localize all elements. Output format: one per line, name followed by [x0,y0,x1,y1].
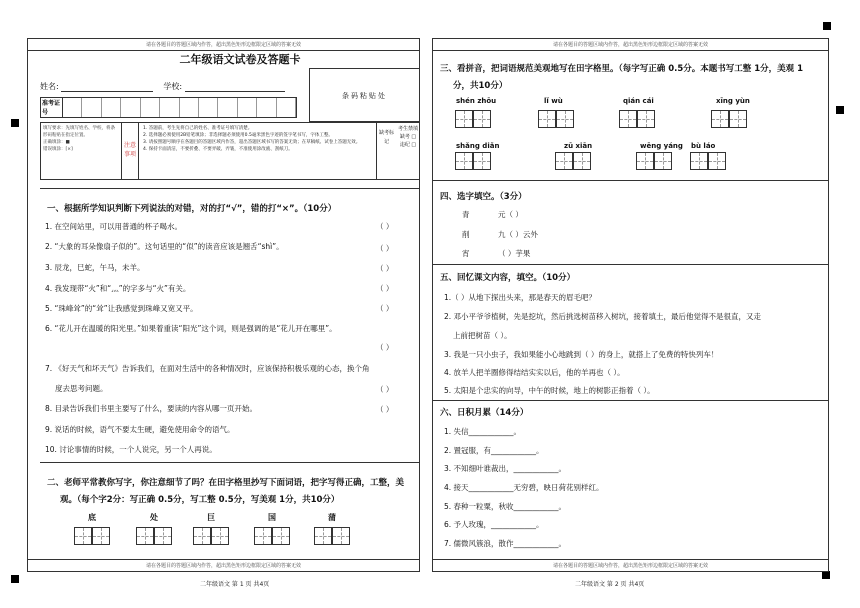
tianzi-grid[interactable] [154,527,172,545]
tianzi-grid[interactable] [455,110,473,128]
fill-char: 青 [462,210,470,219]
model-char: 处 [150,513,158,522]
tianzi-grid[interactable] [690,152,708,170]
registration-mark [823,22,831,30]
section-3-heading-line2: 分，共10分） [453,81,508,91]
divider [432,264,829,265]
id-cell[interactable] [180,98,199,117]
recite-item: 2. 置冠服，有____________。 [444,446,544,455]
pinyin-label: xīng yùn [716,97,750,105]
answer-paren[interactable]: （ ） [376,343,394,352]
tianzi-grid[interactable] [654,152,672,170]
absent-label: 缺考标记 [376,123,396,179]
notice-list: 1. 答题前，考生先将自己的姓名、准考证号填写清楚。 2. 选择题必须使用2B铅笔填涂；非选择题必须使用0.5毫米黑色字迹的签字笔书写，字体工整。 3. 请按照题号顺序在各题目的答题区域内作答，超出答题区域书写的答案无效；在草稿纸、试卷上答题无效。 4. 保持卡面清洁，不要折叠、不要弄破、弄皱，不准使用涂改液、刮纸刀。 [143,126,361,152]
tianzi-grid[interactable] [538,110,556,128]
tianzi-grid[interactable] [314,527,332,545]
tianzi-grid[interactable] [455,152,473,170]
exam-id-box [40,97,297,118]
tianzi-grid[interactable] [573,152,591,170]
fill-blank[interactable]: （ ）芋果 [498,249,531,258]
model-char: 蒲 [328,513,336,522]
answer-paren[interactable]: （ ） [376,284,394,293]
name-field[interactable] [61,83,153,92]
recite-item: 7. 儒微风簇浪，散作____________。 [444,539,567,548]
question-item: 7. 《好天气和坏天气》告诉我们，在面对生活中的各种情况时，应该保持积极乐观的心态，换个角 [45,364,370,373]
fill-char: 削 [462,230,470,239]
question-item: 1. 在空间站里，可以用普通的杯子喝水。 [45,222,183,231]
name-label: 姓名: [40,82,59,91]
tianzi-grid[interactable] [619,110,637,128]
tianzi-grid[interactable] [136,527,154,545]
tianzi-grid[interactable] [708,152,726,170]
model-char: 巨 [207,513,215,522]
fill-blank[interactable]: 元（ ） [498,210,523,219]
question-item: 6. “花儿开在温暖的阳光里。”如果着重读“阳光”这个词，则是强调的是“花儿开在哪里”。 [45,324,337,333]
question-item: 9. 说话的时候，语气不要太生硬，避免使用命令的语气。 [45,425,235,434]
footer-banner: 请在各题目的答题区域内作答，超出黑色矩形边框限定区域的答案无效 [28,559,419,571]
divider [40,462,420,463]
id-cell[interactable] [199,98,218,117]
pinyin-label: qián cái [623,97,654,105]
tianzi-grid[interactable] [74,527,92,545]
school-label: 学校: [163,82,183,91]
question-item: 3. 我是一只小虫子，我如果能小心地跳到（ ）的身上，就搭上了免费的特快列车！ [444,350,719,359]
pinyin-label: shén zhōu [456,97,497,105]
question-item-cont: 度去思考问题。 [55,384,108,393]
absent-marks[interactable]: 考生禁填 缺考 □ 违纪 □ [397,126,418,148]
id-cell[interactable] [238,98,257,117]
exam-id-label: 准考证号 [41,98,63,117]
page-number: 二年级语文 第 2 页 共4页 [575,581,645,588]
answer-paren[interactable]: （ ） [376,222,394,231]
question-item: 8. 目录告诉我们书里主要写了什么，要读的内容从哪一页开始。 [45,404,258,413]
divider [432,400,829,401]
header-banner: 请在各题目的答题区域内作答，超出黑色矩形边框限定区域的答案无效 [28,39,419,51]
pinyin-label: zū xiān [564,142,593,150]
recite-item: 4. 接天____________无穷碧，映日荷花别样红。 [444,483,604,492]
notice-title: 注意事项 [121,123,139,179]
id-cell[interactable] [257,98,276,117]
instructions-box [40,122,420,180]
tianzi-grid[interactable] [272,527,290,545]
tianzi-grid[interactable] [556,110,574,128]
id-cell[interactable] [160,98,179,117]
question-item: 4. 我发现带“火”和“灬”的字多与“火”有关。 [45,284,191,293]
student-info-row [40,81,285,92]
tianzi-grid[interactable] [254,527,272,545]
tianzi-grid[interactable] [637,110,655,128]
question-item: 2. “大象的耳朵像扇子似的”。这句话里的“似”的读音应该是翘舌“shì”。 [45,242,284,251]
id-cell[interactable] [218,98,237,117]
tianzi-grid[interactable] [473,110,491,128]
registration-mark [11,575,19,583]
barcode-sticker-area: 条码粘贴处 [309,68,420,122]
fill-blank[interactable]: 九（ ）云外 [498,230,538,239]
registration-mark [11,119,19,127]
pinyin-label: wēng yáng [640,142,683,150]
section-5-heading: 五、回忆课文内容，填空。（10分） [440,273,576,283]
question-item: 10. 讨论事情的时候，一个人说完，另一个人再说。 [45,445,217,454]
tianzi-grid[interactable] [636,152,654,170]
section-2-heading-line2: 观。（每个字2分：写正确 0.5分，写工整 0.5分，写美观 1分，共10分） [60,495,340,505]
tianzi-grid[interactable] [211,527,229,545]
fill-char: 宵 [462,249,470,258]
model-char: 国 [268,513,276,522]
pinyin-label: lǐ wù [544,97,563,105]
footer-banner: 请在各题目的答题区域内作答，超出黑色矩形边框限定区域的答案无效 [433,559,828,571]
tianzi-grid[interactable] [473,152,491,170]
answer-paren[interactable]: （ ） [376,264,394,273]
id-cell[interactable] [82,98,101,117]
answer-paren[interactable]: （ ） [376,304,394,313]
section-3-heading-line1: 三、看拼音，把词语规范美观地写在田字格里。（每字写正确 0.5分。本题书写工整 1分，美观 1 [440,64,804,74]
answer-paren[interactable]: （ ） [376,244,394,253]
fill-notes: 填写要求：先填写姓名、学校，将条形码粘贴在指定位置。 正确填涂：■ 错误填涂：[×] [43,126,115,152]
recite-item: 1. 失信____________。 [444,427,522,436]
question-item: 5. “珠峰耸”的“耸”让我感觉到珠峰又宽又平。 [45,304,198,313]
pinyin-label: shǎng diǎn [456,142,500,150]
registration-mark [836,106,844,114]
tianzi-grid[interactable] [555,152,573,170]
tianzi-grid[interactable] [711,110,729,128]
section-6-heading: 六、日积月累（14分） [440,408,529,418]
school-field[interactable] [185,83,285,92]
tianzi-grid[interactable] [332,527,350,545]
tianzi-grid[interactable] [193,527,211,545]
question-item: 2. 邓小平爷爷植树，先是挖坑，然后挑选树苗移入树坑，接着填土，最后他觉得不是很直，又走 [444,312,762,321]
question-item: 3. 辰龙，巳蛇，午马，未羊。 [45,263,145,272]
id-cell[interactable] [121,98,140,117]
id-cell[interactable] [141,98,160,117]
section-2-heading-line1: 二、老师平常教你写字，你注意细节了吗？在田字格里抄写下面词语，把字写得正确，工整，美 [47,478,405,488]
model-char: 底 [88,513,96,522]
recite-item: 5. 春种一粒粟，秋收____________。 [444,502,567,511]
id-cell[interactable] [63,98,82,117]
section-4-heading: 四、选字填空。（3分） [440,192,527,202]
question-item: 1.（ ）从地下探出头来，那是春天的眉毛吧？ [444,293,597,302]
tianzi-grid[interactable] [729,110,747,128]
recite-item: 3. 不知细叶谁裁出，____________。 [444,464,567,473]
question-item: 4. 放羊人把羊圈修得结结实实以后，他的羊再也（ ）。 [444,368,625,377]
page-number: 二年级语文 第 1 页 共4页 [200,581,270,588]
id-cell[interactable] [277,98,296,117]
divider [432,180,829,181]
tianzi-grid[interactable] [92,527,110,545]
answer-paren[interactable]: （ ） [376,385,394,394]
pinyin-label: bù láo [691,142,716,150]
registration-mark [822,571,830,579]
recite-item: 6. 予人玫瑰，____________。 [444,520,544,529]
question-item: 5. 太阳是个忠实的向导，中午的时候，地上的树影正指着（ ）。 [444,386,655,395]
id-cell[interactable] [102,98,121,117]
question-item-cont: 上前把树苗（ ）。 [453,331,512,340]
section-1-heading: 一、根据所学知识判断下列说法的对错，对的打“√”，错的打“×”。（10分） [47,204,337,214]
answer-paren[interactable]: （ ） [376,405,394,414]
sheet-title: 二年级语文试卷及答题卡 [179,53,301,66]
divider [40,188,420,189]
header-banner: 请在各题目的答题区域内作答，超出黑色矩形边框限定区域的答案无效 [433,39,828,51]
